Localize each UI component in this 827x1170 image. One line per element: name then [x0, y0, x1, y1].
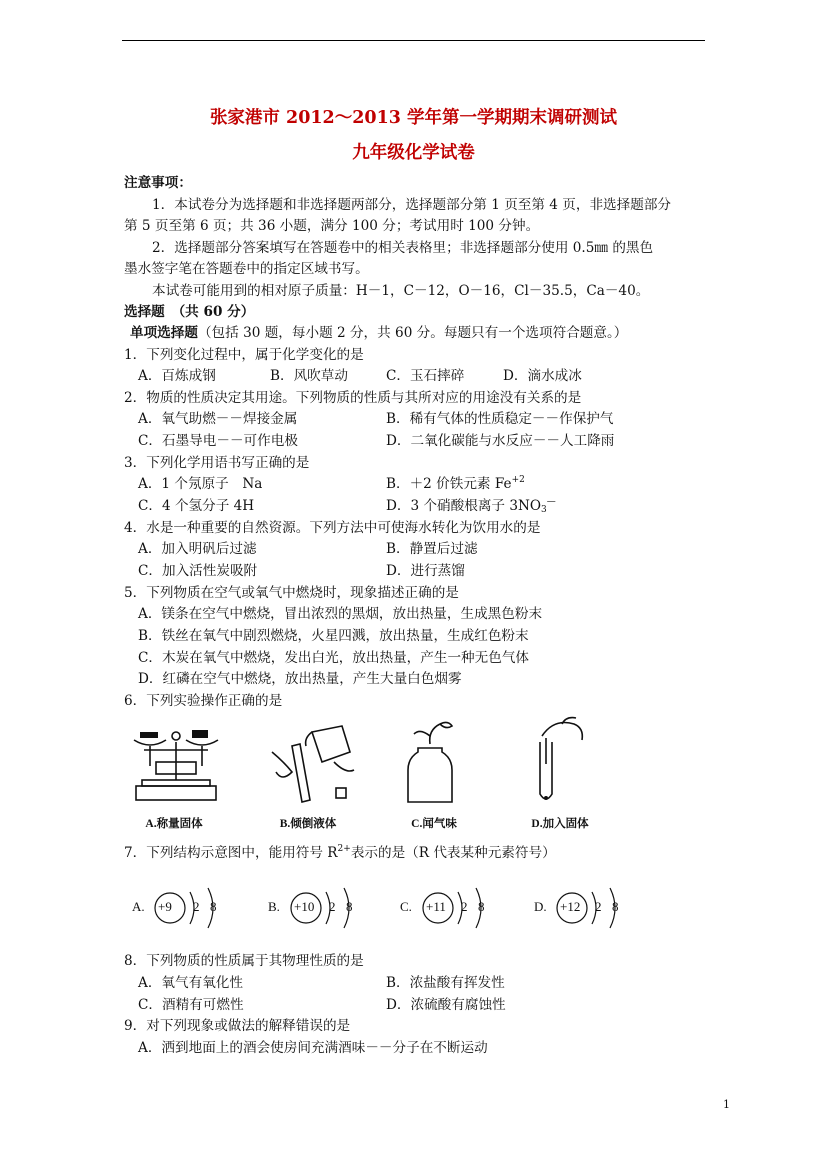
notes-p1-line1: 1．本试卷分为选择题和非选择题两部分，选择题部分第 1 页至第 4 页，非选择题部分	[152, 197, 672, 213]
q2-option-b: B．稀有气体的性质稳定－－作保护气	[386, 411, 614, 427]
q1-option-a: A．百炼成钢	[138, 368, 216, 384]
figure-caption-d: D.加入固体	[531, 818, 589, 830]
q5-option-b: B．铁丝在氧气中剧烈燃烧，火星四溅，放出热量，生成红色粉末	[138, 628, 529, 644]
q1-option-b: B．风吹草动	[270, 368, 348, 384]
section-sub-bold: 单项选择题	[130, 325, 198, 341]
figure-caption-a: A.称量固体	[145, 818, 203, 830]
balance-illustration	[128, 722, 224, 806]
q4-option-c: C．加入活性炭吸附	[138, 563, 258, 579]
q5-option-a: A．镁条在空气中燃烧，冒出浓烈的黑烟，放出热量，生成黑色粉末	[138, 606, 543, 622]
q9-option-a: A．洒到地面上的酒会使房间充满酒味－－分子在不断运动	[138, 1040, 488, 1056]
q1-option-d: D．滴水成冰	[503, 368, 582, 384]
q1-option-c: C．玉石摔碎	[386, 368, 465, 384]
q2-option-c: C．石墨导电－－可作电极	[138, 433, 298, 449]
question-1-stem: 1．下列变化过程中，属于化学变化的是	[124, 347, 364, 363]
q3-option-a: A．1 个氖原子 Na	[138, 476, 263, 492]
exam-subtitle: 九年级化学试卷	[352, 143, 475, 163]
q3-option-d: D．3 个硝酸根离子 $3NO_3^—$	[386, 497, 556, 515]
q4-option-a: A．加入明矾后过滤	[138, 541, 257, 557]
q8-option-b: B．浓盐酸有挥发性	[386, 975, 505, 991]
question-4-stem: 4．水是一种重要的自然资源。下列方法中可使海水转化为饮用水的是	[124, 520, 541, 536]
header-rule	[122, 40, 705, 41]
q5-option-c: C．木炭在氧气中燃烧，发出白光，放出热量，产生一种无色气体	[138, 650, 530, 666]
q8-option-c: C．酒精有可燃性	[138, 997, 244, 1013]
q4-option-d: D．进行蒸馏	[386, 563, 465, 579]
notes-heading: 注意事项：	[124, 175, 192, 191]
smelling-illustration	[400, 718, 470, 806]
q2-option-d: D．二氧化碳能与水反应－－人工降雨	[386, 433, 615, 449]
section-sub-rest: （包括 30 题，每小题 2 分，共 60 分。每题只有一个选项符合题意。）	[197, 325, 628, 341]
notes-p1-line2: 第 5 页至第 6 页；共 36 小题，满分 100 分；考试用时 100 分钟。	[124, 218, 540, 234]
adding-solid-illustration	[524, 714, 594, 806]
exam-title: 张家港市 2012～2013 学年第一学期期末调研测试	[209, 108, 618, 128]
question-8-stem: 8．下列物质的性质属于其物理性质的是	[124, 953, 364, 969]
page-number: 1	[723, 1098, 730, 1111]
q3-option-b: B．＋2 价铁元素 $Fe^{+2}$	[386, 475, 525, 492]
q8-option-a: A．氧气有氧化性	[138, 975, 243, 991]
notes-p2-line2: 墨水签字笔在答题卷中的指定区域书写。	[124, 261, 369, 277]
q8-option-d: D．浓硫酸有腐蚀性	[386, 997, 506, 1013]
question-5-stem: 5．下列物质在空气或氧气中燃烧时，现象描述正确的是	[124, 585, 459, 601]
figure-caption-b: B.倾倒液体	[279, 818, 337, 830]
section-subheading	[130, 324, 627, 342]
question-9-stem: 9．对下列现象或做法的解释错误的是	[124, 1018, 351, 1034]
figure-caption-c: C.闻气味	[411, 818, 457, 830]
q3-option-c: C．4 个氢分子 4H	[138, 498, 255, 514]
notes-p3: 本试卷可能用到的相对原子质量：H－1，C－12，O－16，Cl－35.5，Ca－40。	[152, 283, 650, 299]
q5-option-d: D．红磷在空气中燃烧，放出热量，产生大量白色烟雾	[138, 671, 462, 687]
question-7-stem: 7．下列结构示意图中，能用符号 $R^{2+}$表示的是（R 代表某种元素符号）	[124, 844, 556, 861]
q4-option-b: B．静置后过滤	[386, 541, 478, 557]
q2-option-a: A．氧气助燃－－焊接金属	[138, 411, 298, 427]
question-3-stem: 3．下列化学用语书写正确的是	[124, 455, 310, 471]
question-6-stem: 6．下列实验操作正确的是	[124, 693, 283, 709]
section-heading: 选择题 （共 60 分）	[124, 304, 255, 320]
question-2-stem: 2．物质的性质决定其用途。下列物质的性质与其所对应的用途没有关系的是	[124, 390, 582, 406]
pouring-liquid-illustration	[262, 722, 358, 806]
notes-p2-line1: 2．选择题部分答案填写在答题卷中的相关表格里；非选择题部分使用 0.5㎜ 的黑色	[152, 240, 654, 256]
